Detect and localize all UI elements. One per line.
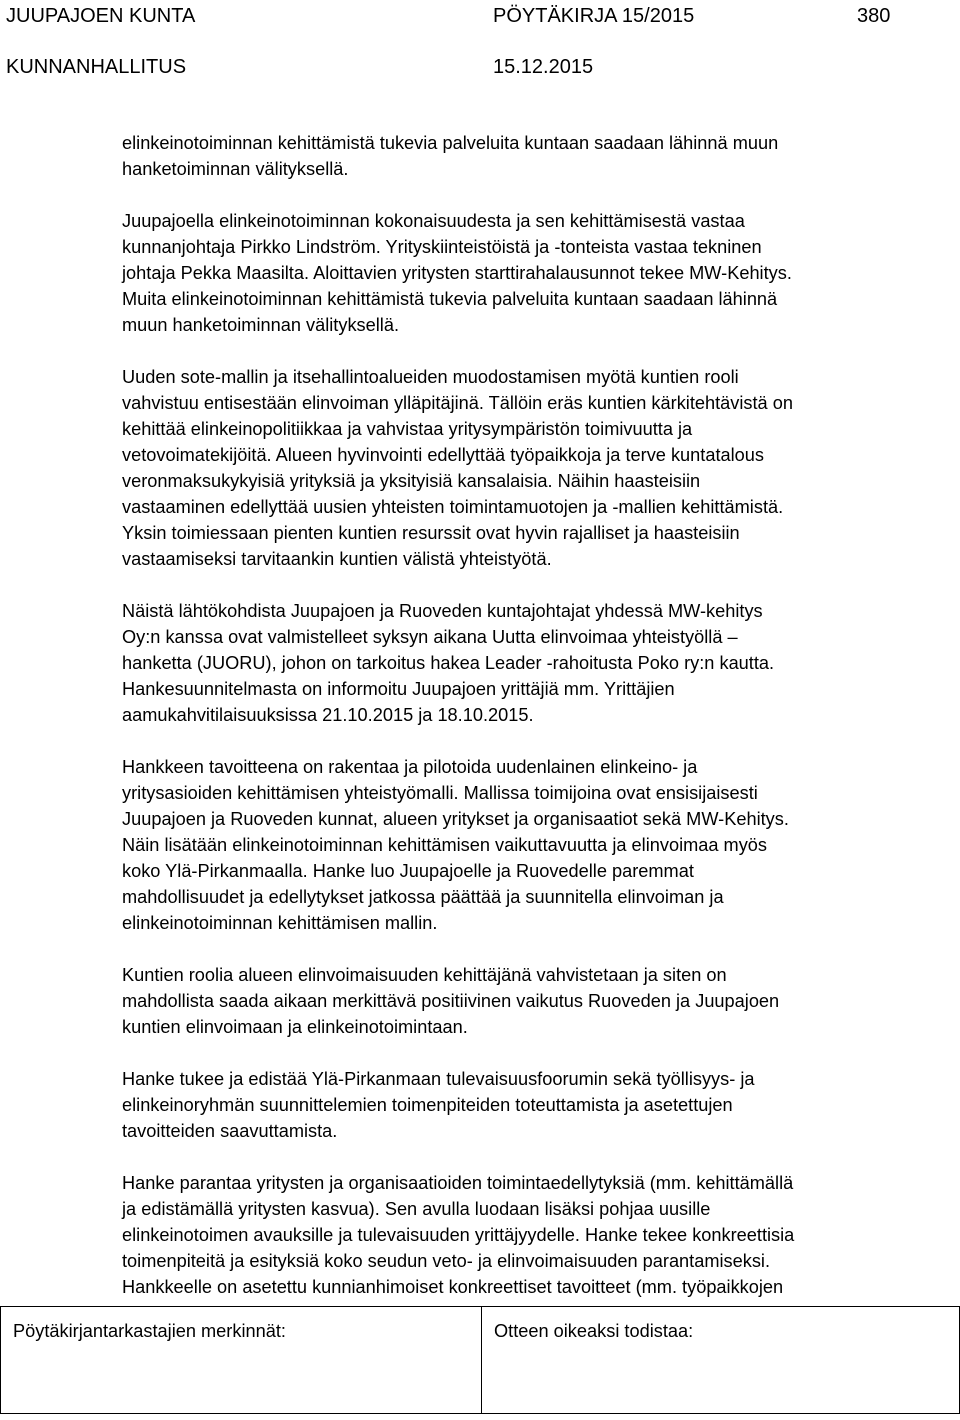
paragraph (122, 754, 944, 936)
meeting-date: 15.12.2015 (493, 56, 594, 78)
text-line: muun hanketoiminnan välityksellä. (122, 315, 400, 335)
certification-label: Otteen oikeaksi todistaa: (494, 1321, 694, 1341)
text-line: vahvistuu entisestään elinvoiman ylläpitäjinä. Tällöin eräs kuntien kärkitehtävistä on (122, 393, 793, 413)
organization-name: JUUPAJOEN KUNTA (6, 5, 196, 27)
certification-box (481, 1306, 960, 1414)
text-line: toimenpiteitä ja esityksiä koko seudun veto- ja elinvoimaisuuden parantamiseksi. (122, 1251, 771, 1271)
text-line: elinkeinotoimen avauksille ja tulevaisuuden yrittäjyydelle. Hanke tekee konkreettisia (122, 1225, 795, 1245)
text-line: Oy:n kanssa ovat valmistelleet syksyn aikana Uutta elinvoimaa yhteistyöllä – (122, 627, 738, 647)
text-line: Hankkeen tavoitteena on rakentaa ja pilotoida uudenlainen elinkeino- ja (122, 757, 698, 777)
text-line: vastaamiseksi tarvitaankin kuntien välistä yhteistyötä. (122, 549, 552, 569)
text-line: kunnanjohtaja Pirkko Lindström. Yrityskiinteistöistä ja -tonteista vastaa tekninen (122, 237, 762, 257)
reviewers-notes-label: Pöytäkirjantarkastajien merkinnät: (13, 1321, 286, 1341)
text-line: kehittää elinkeinopolitiikkaa ja vahvistaa yritysympäristön toimivuutta ja (122, 419, 693, 439)
text-line: aamukahvitilaisuuksissa 21.10.2015 ja 18.10.2015. (122, 705, 534, 725)
text-line: koko Ylä-Pirkanmaalla. Hanke luo Juupajoelle ja Ruovedelle paremmat (122, 861, 694, 881)
paragraph (122, 962, 944, 1040)
paragraph (122, 208, 944, 338)
text-line: Uuden sote-mallin ja itsehallintoalueiden muodostamisen myötä kuntien rooli (122, 367, 739, 387)
text-line: tavoitteiden saavuttamista. (122, 1121, 338, 1141)
text-line: hanketoiminnan välityksellä. (122, 159, 349, 179)
text-line: vastaaminen edellyttää uusien yhteisten toimintamuotojen ja -mallien kehittämistä. (122, 497, 784, 517)
text-line: elinkeinotoiminnan kehittämistä tukevia palveluita kuntaan saadaan lähinnä muun (122, 133, 779, 153)
paragraph (122, 1066, 944, 1144)
paragraph (122, 364, 944, 572)
reviewers-notes-box (0, 1306, 482, 1414)
text-line: elinkeinotoiminnan kehittämisen mallin. (122, 913, 438, 933)
paragraph (122, 1170, 944, 1300)
document-title: PÖYTÄKIRJA 15/2015 (493, 5, 695, 27)
text-line: mahdollista saada aikaan merkittävä positiivinen vaikutus Ruoveden ja Juupajoen (122, 991, 780, 1011)
text-line: Hanke parantaa yritysten ja organisaatioiden toimintaedellytyksiä (mm. kehittämällä (122, 1173, 794, 1193)
text-line: hanketta (JUORU), johon on tarkoitus hakea Leader -rahoitusta Poko ry:n kautta. (122, 653, 775, 673)
text-line: vetovoimatekijöitä. Alueen hyvinvointi edellyttää työpaikkoja ja terve kuntatalous (122, 445, 764, 465)
text-line: Näistä lähtökohdista Juupajoen ja Ruoveden kuntajohtajat yhdessä MW-kehitys (122, 601, 763, 621)
text-line: Hanke tukee ja edistää Ylä-Pirkanmaan tulevaisuusfoorumin sekä työllisyys- ja (122, 1069, 755, 1089)
document-body (122, 130, 944, 1300)
text-line: mahdollisuudet ja edellytykset jatkossa päättää ja suunnitella elinvoiman ja (122, 887, 724, 907)
text-line: Näin lisätään elinkeinotoiminnan kehittämisen vaikuttavuutta ja elinvoimaa myös (122, 835, 767, 855)
text-line: yritysasioiden kehittämisen yhteistyömalli. Mallissa toimijoina ovat ensisijaisesti (122, 783, 758, 803)
text-line: veronmaksukykyisiä yrityksiä ja yksityisiä kansalaisia. Näihin haasteisiin (122, 471, 701, 491)
text-line: ja edistämällä yritysten kasvua). Sen avulla luodaan lisäksi pohjaa uusille (122, 1199, 711, 1219)
text-line: kuntien elinvoimaan ja elinkeinotoimintaan. (122, 1017, 468, 1037)
body-name: KUNNANHALLITUS (6, 56, 187, 78)
paragraph (122, 598, 944, 728)
text-line: johtaja Pekka Maasilta. Aloittavien yritysten starttirahalausunnot tekee MW-Kehitys. (122, 263, 792, 283)
text-line: Muita elinkeinotoiminnan kehittämistä tukevia palveluita kuntaan saadaan lähinnä (122, 289, 778, 309)
text-line: Juupajoen ja Ruoveden kunnat, alueen yritykset ja organisaatiot sekä MW-Kehitys. (122, 809, 789, 829)
text-line: Hankkeelle on asetettu kunnianhimoiset konkreettiset tavoitteet (mm. työpaikkojen (122, 1277, 784, 1297)
text-line: Yksin toimiessaan pienten kuntien resurssit ovat hyvin rajalliset ja haasteisiin (122, 523, 740, 543)
text-line: Juupajoella elinkeinotoiminnan kokonaisuudesta ja sen kehittämisestä vastaa (122, 211, 745, 231)
text-line: elinkeinoryhmän suunnittelemien toimenpiteiden toteuttamista ja asetettujen (122, 1095, 733, 1115)
page-number: 380 (857, 5, 891, 27)
paragraph (122, 130, 944, 182)
text-line: Kuntien roolia alueen elinvoimaisuuden kehittäjänä vahvistetaan ja siten on (122, 965, 727, 985)
text-line: Hankesuunnitelmasta on informoitu Juupajoen yrittäjiä mm. Yrittäjien (122, 679, 675, 699)
